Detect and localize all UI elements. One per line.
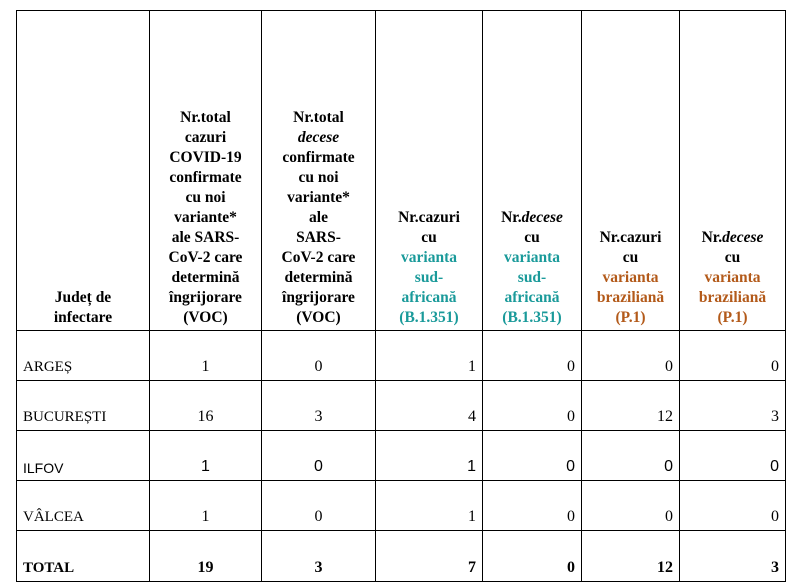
cell-value: 1 bbox=[376, 431, 483, 481]
h2-l0: confirmate bbox=[282, 149, 355, 166]
cell-value: 0 bbox=[262, 331, 376, 381]
h4-b: decese bbox=[521, 209, 563, 226]
cell-value: 3 bbox=[680, 531, 786, 582]
cell-value: 0 bbox=[483, 481, 582, 531]
h2-l3: ale bbox=[309, 209, 328, 226]
row-name: ARGEȘ bbox=[17, 331, 150, 381]
header-judet-line1: Județ de bbox=[54, 289, 112, 306]
h5-p0: Nr.cazuri bbox=[599, 229, 662, 246]
row-name: BUCUREȘTI bbox=[17, 381, 150, 431]
h4-a: Nr. bbox=[501, 209, 522, 226]
h3-c1: sud- bbox=[414, 269, 444, 286]
h4-c2: africană bbox=[504, 289, 560, 306]
cell-value: 0 bbox=[680, 331, 786, 381]
h3-p0: Nr.cazuri bbox=[398, 209, 460, 226]
cell-value: 12 bbox=[582, 531, 680, 582]
h1-l6: ale SARS- bbox=[171, 229, 240, 246]
h1-l4: cu noi bbox=[185, 189, 226, 206]
cell-value: 0 bbox=[262, 431, 376, 481]
cell-value: 1 bbox=[376, 331, 483, 381]
row-name: VÂLCEA bbox=[17, 481, 150, 531]
h1-l8: determină bbox=[171, 269, 240, 286]
header-row bbox=[17, 11, 786, 331]
cell-value: 1 bbox=[150, 481, 262, 531]
h2-l2: variante* bbox=[287, 189, 350, 206]
cell-value: 0 bbox=[483, 531, 582, 582]
cell-value: 4 bbox=[376, 381, 483, 431]
cell-value: 12 bbox=[582, 381, 680, 431]
header-sa-cases bbox=[376, 11, 483, 331]
h6-c0: varianta bbox=[704, 269, 761, 286]
h5-c1: braziliană bbox=[596, 289, 665, 306]
h2-l4: SARS- bbox=[296, 229, 341, 246]
h5-c2: (P.1) bbox=[615, 309, 646, 326]
header-br-cases bbox=[582, 11, 680, 331]
header-br-deaths bbox=[680, 11, 786, 331]
cell-value: 3 bbox=[262, 531, 376, 582]
h5-p1: cu bbox=[622, 249, 639, 266]
h2-l5: CoV-2 care bbox=[281, 249, 356, 266]
h2-l6: determină bbox=[284, 269, 353, 286]
cell-value: 1 bbox=[150, 431, 262, 481]
h1-l10: (VOC) bbox=[183, 309, 228, 326]
h3-p1: cu bbox=[421, 229, 437, 246]
table-row bbox=[17, 381, 786, 431]
cell-value: 1 bbox=[150, 331, 262, 381]
cell-value: 3 bbox=[262, 381, 376, 431]
row-name: ILFOV bbox=[17, 431, 150, 481]
header-total-deaths bbox=[262, 11, 376, 331]
h2-b: decese bbox=[297, 129, 340, 146]
cell-value: 19 bbox=[150, 531, 262, 582]
h6-a: Nr. bbox=[701, 229, 723, 246]
cell-value: 0 bbox=[582, 331, 680, 381]
h1-l3: confirmate bbox=[169, 169, 242, 186]
h1-l2: COVID-19 bbox=[169, 149, 242, 166]
h3-c3: (B.1.351) bbox=[399, 309, 459, 326]
h6-cu: cu bbox=[724, 249, 741, 266]
h3-c2: africană bbox=[401, 289, 457, 306]
h3-c0: varianta bbox=[401, 249, 457, 266]
header-judet bbox=[17, 11, 150, 331]
h6-b: decese bbox=[722, 229, 764, 246]
header-sa-deaths bbox=[483, 11, 582, 331]
h5-c0: varianta bbox=[602, 269, 659, 286]
h2-l7: îngrijorare bbox=[282, 289, 355, 306]
cell-value: 0 bbox=[262, 481, 376, 531]
h2-a: Nr.total bbox=[293, 109, 344, 126]
header-judet-line2: infectare bbox=[53, 309, 113, 326]
cell-value: 0 bbox=[680, 481, 786, 531]
table-row bbox=[17, 331, 786, 381]
cell-value: 16 bbox=[150, 381, 262, 431]
cell-value: 0 bbox=[483, 431, 582, 481]
table-row bbox=[17, 431, 786, 481]
h6-c2: (P.1) bbox=[717, 309, 748, 326]
cell-value: 0 bbox=[680, 431, 786, 481]
h2-l1: cu noi bbox=[298, 169, 339, 186]
h1-l0: Nr.total bbox=[180, 109, 231, 126]
cell-value: 0 bbox=[483, 331, 582, 381]
cell-value: 0 bbox=[483, 381, 582, 431]
h1-l5: variante* bbox=[174, 209, 237, 226]
h6-c1: braziliană bbox=[698, 289, 767, 306]
h4-c3: (B.1.351) bbox=[502, 309, 562, 326]
h1-l1: cazuri bbox=[184, 129, 227, 146]
cell-value: 7 bbox=[376, 531, 483, 582]
h1-l9: îngrijorare bbox=[169, 289, 242, 306]
h4-c0: varianta bbox=[504, 249, 560, 266]
cell-value: 3 bbox=[680, 381, 786, 431]
h4-cu: cu bbox=[524, 229, 540, 246]
h2-l8: (VOC) bbox=[296, 309, 341, 326]
h1-l7: CoV-2 care bbox=[168, 249, 243, 266]
total-row bbox=[17, 531, 786, 582]
cell-value: 1 bbox=[376, 481, 483, 531]
variants-table bbox=[16, 10, 786, 582]
cell-value: 0 bbox=[582, 481, 680, 531]
header-total-cases bbox=[150, 11, 262, 331]
table-row bbox=[17, 481, 786, 531]
h4-c1: sud- bbox=[517, 269, 547, 286]
cell-value: 0 bbox=[582, 431, 680, 481]
row-name: TOTAL bbox=[17, 531, 150, 582]
